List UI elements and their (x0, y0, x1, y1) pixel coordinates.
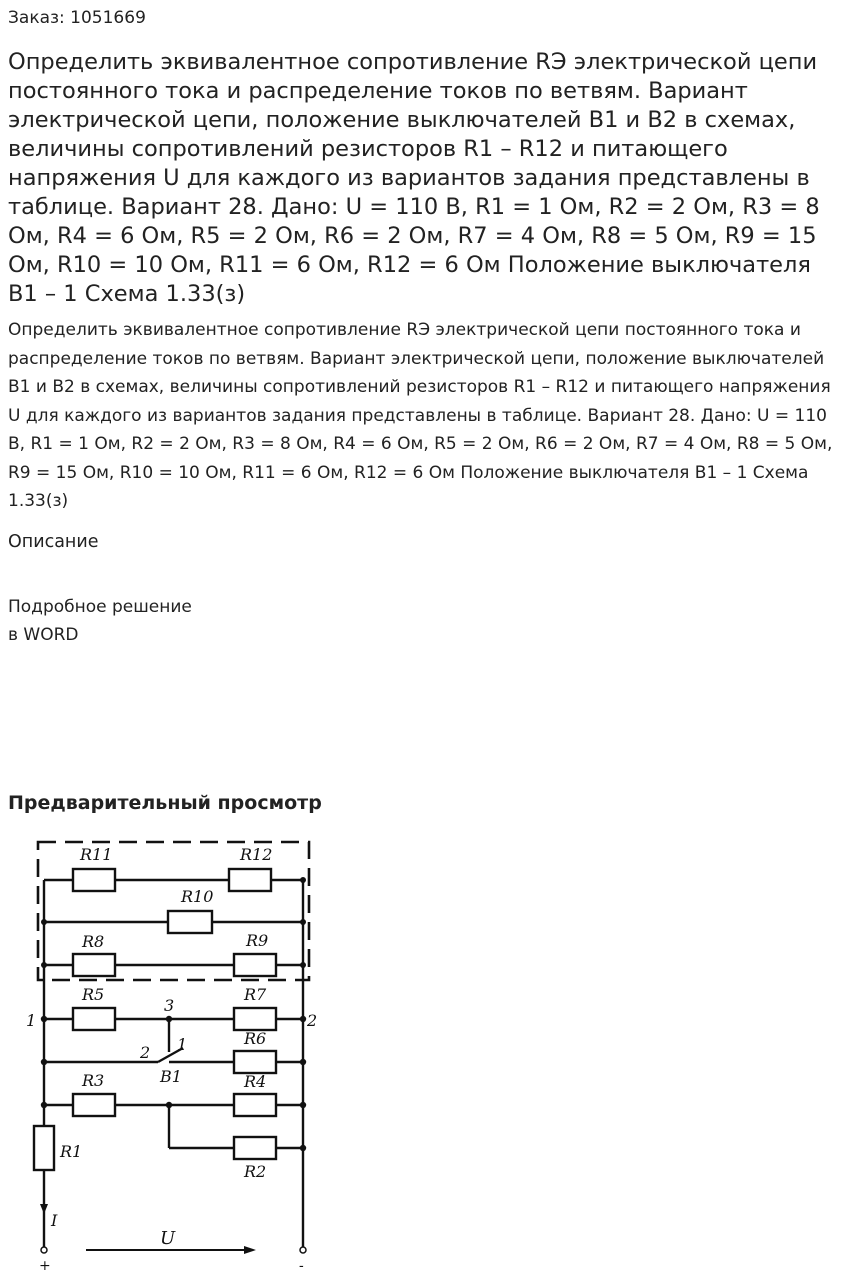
label-r8: R8 (82, 932, 105, 951)
label-r1: R1 (60, 1142, 83, 1161)
label-r9: R9 (246, 931, 269, 950)
circuit-schematic (18, 834, 328, 1274)
resistor-r10 (168, 911, 212, 933)
resistor-r5 (73, 1008, 115, 1030)
label-r3: R3 (82, 1071, 105, 1090)
terminal-minus (300, 1247, 306, 1253)
label-r10: R10 (181, 887, 214, 906)
label-r2: R2 (244, 1162, 267, 1181)
current-arrow-head (40, 1204, 48, 1214)
resistor-r1 (34, 1126, 54, 1170)
voltage-arrow-head (244, 1246, 256, 1254)
label-node3: 3 (164, 996, 175, 1015)
resistor-r9 (234, 954, 276, 976)
label-r5: R5 (82, 985, 105, 1004)
label-r11: R11 (80, 845, 113, 864)
task-title: Определить эквивалентное сопротивление RЭ электрической цепи постоянного тока и распределение токов по ветвям. Вариант электрической цепи, положение выключателей B1 и B2 в схемах, величины сопротивлений резисторов R1 – R12 и питающего напряжения U для каждого из вариантов задания представлены в таблице. Вариант 28. Дано: U = 110 В, R1 = 1 Ом, R2 = 2 Ом, R3 = 8 Ом, R4 = 6 Ом, R5 = 2 Ом, R6 = 2 Ом, R7 = 4 Ом, R8 = 5 Ом, R9 = 15 Ом, R10 = 10 Ом, R11 = 6 Ом, R12 = 6 Ом Положение выключателя B1 – 1 Схема 1.33(з) (8, 49, 820, 307)
resistor-r7 (234, 1008, 276, 1030)
label-switch-pos2: 2 (140, 1043, 151, 1062)
label-node1: 1 (26, 1011, 37, 1030)
description-section-label: Описание (8, 532, 99, 552)
resistor-r6 (234, 1051, 276, 1073)
label-node2: 2 (307, 1011, 318, 1030)
terminal-plus (41, 1247, 47, 1253)
label-minus: - (299, 1258, 304, 1274)
label-current: I (51, 1211, 58, 1230)
resistor-r2 (234, 1137, 276, 1159)
order-number: Заказ: 1051669 (8, 8, 146, 28)
resistor-r12 (229, 869, 271, 891)
resistor-r3 (73, 1094, 115, 1116)
label-r4: R4 (244, 1072, 267, 1091)
resistor-r4 (234, 1094, 276, 1116)
solution-details (8, 593, 192, 649)
label-r7: R7 (244, 985, 267, 1004)
label-voltage: U (160, 1228, 176, 1249)
solution-format-line1: Подробное решение (8, 597, 192, 617)
preview-heading: Предварительный просмотр (8, 792, 322, 814)
resistor-r8 (73, 954, 115, 976)
label-b1: B1 (160, 1067, 182, 1086)
label-r12: R12 (240, 845, 273, 864)
label-switch-pos1: 1 (177, 1035, 188, 1054)
solution-format-line2: в WORD (8, 625, 79, 645)
task-description: Определить эквивалентное сопротивление RЭ электрической цепи постоянного тока и распределение токов по ветвям. Вариант электрической цепи, положение выключателей B1 и B2 в схемах, величины сопротивлений резисторов R1 – R12 и питающего напряжения U для каждого из вариантов задания представлены в таблице. Вариант 28. Дано: U = 110 В, R1 = 1 Ом, R2 = 2 Ом, R3 = 8 Ом, R4 = 6 Ом, R5 = 2 Ом, R6 = 2 Ом, R7 = 4 Ом, R8 = 5 Ом, R9 = 15 Ом, R10 = 10 Ом, R11 = 6 Ом, R12 = 6 Ом Положение выключателя B1 – 1 Схема 1.33(з) (8, 320, 833, 511)
label-plus: + (39, 1258, 51, 1274)
label-r6: R6 (244, 1029, 267, 1048)
resistor-r11 (73, 869, 115, 891)
